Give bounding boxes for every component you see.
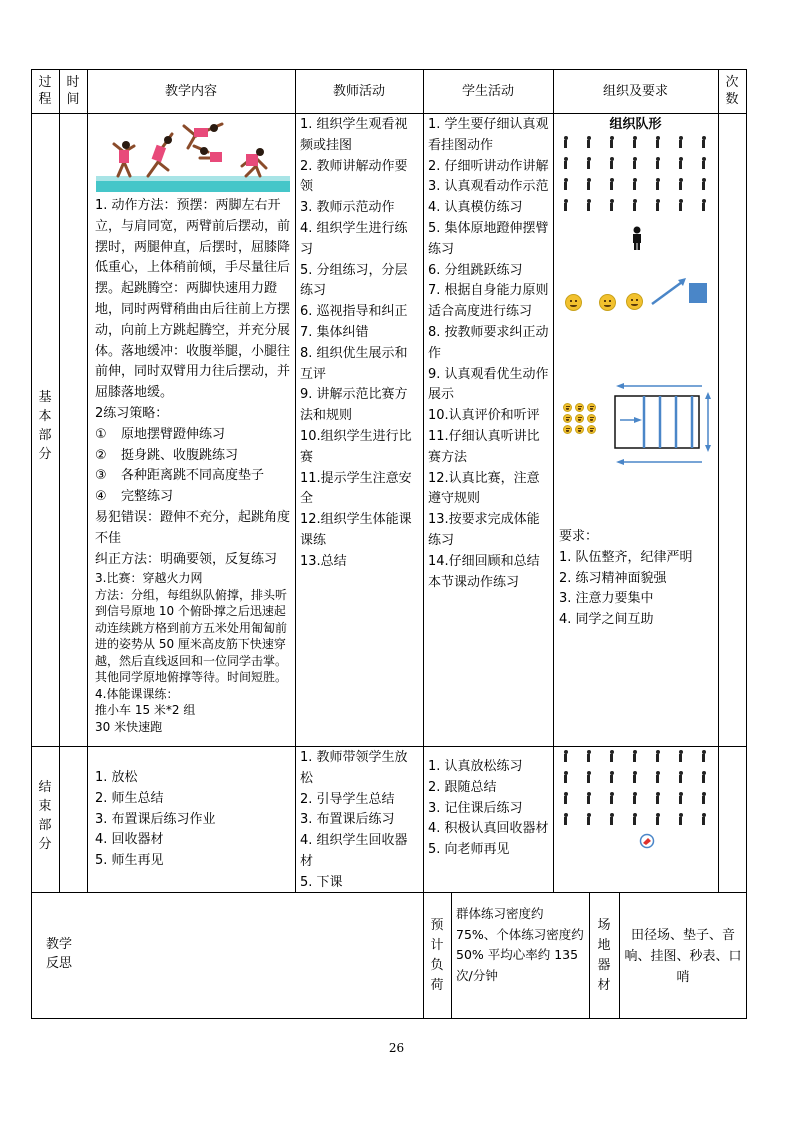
list-item: 3. 布置课后练习 [300,812,395,828]
row-line [31,1018,747,1019]
student-icon [632,813,637,826]
row-line [31,113,747,114]
student-icon [701,157,706,170]
strategy-list [95,425,291,508]
smiley-student-icon [587,425,596,434]
student-icon [586,199,591,212]
correction-method: 纠正方法：明确要领，反复练习 [95,551,278,567]
table-border-left [31,69,32,1019]
fitness-title: 4.体能课课练： [95,686,179,701]
header-student: 学生活动 [461,84,514,99]
student-icon [655,157,660,170]
header-process: 过 程 [38,75,52,107]
list-item: 6. 分组跳跃练习 [428,262,523,278]
smiley-student-icon [575,414,584,423]
student-icon [701,199,706,212]
list-item: 5. 向老师再见 [428,842,510,858]
student-icon [632,157,637,170]
student-icon [609,178,614,191]
smiley-student-icon [575,425,584,434]
student-icon [609,792,614,805]
student-icon [609,750,614,763]
col-line [718,69,719,892]
student-icon [678,157,683,170]
student-icon [632,178,637,191]
student-icon [632,199,637,212]
phase-basic: 基 本 部 分 [38,390,52,462]
page-number: 26 [388,1041,405,1055]
list-item: 4. 组织学生进行练习 [300,220,408,257]
reflection-label: 教学 反思 [45,937,72,971]
list-item: 2. 师生总结 [95,790,164,806]
student-icon [609,771,614,784]
col-line [619,892,620,1019]
smiley-student-icon [563,403,572,412]
student-icon [632,750,637,763]
list-item: 3. 记住课后练习 [428,800,523,816]
ending-content [95,768,291,872]
col-line [451,892,452,1019]
header-teacher: 教师活动 [332,84,385,99]
student-icon [586,750,591,763]
list-item: 9. 认真观看优生动作展示 [428,366,549,403]
list-item: 2. 教师讲解动作要领 [300,158,408,195]
student-icon [563,792,568,805]
list-item: 13.总结 [300,553,347,569]
header-content: 教学内容 [164,84,217,99]
smiley-student-icon [587,414,596,423]
list-item: 2. 引导学生总结 [300,791,395,807]
list-item: 3. 教师示范动作 [300,200,395,216]
fitness-item: 30 米快速跑 [95,719,163,734]
list-item: 13.按要求完成体能练习 [428,512,540,548]
list-item: 6. 巡视指导和纠正 [300,304,408,320]
list-item: 7. 根据自身能力原则适合高度进行练习 [428,283,549,320]
load-label: 预 计 负 荷 [430,918,444,993]
teacher-whistle-icon [639,833,655,849]
equipment-text: 田径场、垫子、音响、挂图、秒表、口哨 [624,928,742,985]
phase-ending: 结 束 部 分 [38,780,52,852]
list-item: 1. 组织学生观看视频或挂图 [300,117,408,153]
student-icon [586,157,591,170]
list-item: 14.仔细回顾和总结本节课动作练习 [428,553,540,590]
student-icon [563,136,568,149]
long-jump-illustration [96,118,290,192]
student-icon [678,199,683,212]
ending-formation-grid [563,750,713,830]
student-icon [586,771,591,784]
list-item: ① 原地摆臂蹬伸练习 [95,426,226,442]
student-icon [678,813,683,826]
student-icon [655,136,660,149]
student-icon [609,157,614,170]
action-method: 1. 动作方法：预摆：两脚左右开立，与肩同宽，两臂前后摆动，前摆时，两腿伸直，后摆时，屈膝降低重心，上体稍前倾，手尽量往后摆。起跳腾空：两脚快速用力蹬地，同时两臂稍曲由后往前上方摆动，向前上方跳起腾空，并充分展体。落地缓冲：收腹举腿，小腿往前伸，同时双臂用力往后摆动，并屈膝落地缓。 [95,198,291,401]
student-icon [655,199,660,212]
smiley-student-icon [626,293,643,310]
student-icon [609,136,614,149]
ending-student-activities [428,757,549,861]
list-item: 1. 学生要仔细认真观看挂图动作 [428,117,549,153]
student-icon [586,178,591,191]
row-line [31,69,747,70]
list-item: 11.仔细认真听讲比赛方法 [428,428,540,465]
basic-content [95,196,291,735]
list-item: 1. 队伍整齐，纪律严明 [559,549,693,565]
ending-teacher-activities [300,748,418,894]
student-icon [563,771,568,784]
equipment-label: 场 地 器 材 [597,918,611,993]
student-icon [678,771,683,784]
mat-target-icon [689,283,707,303]
student-formation-grid [563,136,713,216]
student-icon [586,813,591,826]
student-icon [563,813,568,826]
student-icon [678,750,683,763]
list-item: 4. 组织学生回收器材 [300,833,408,869]
smiley-student-icon [575,403,584,412]
student-icon [655,750,660,763]
requirements-title: 要求： [559,529,599,544]
game-title: 3.比赛：穿越火力网 [95,571,203,586]
list-item: 4. 认真模仿练习 [428,200,523,216]
col-line [553,69,554,892]
list-item: 5. 师生再见 [95,853,164,869]
strategy-title: 2练习策略： [95,405,169,421]
row-line [31,746,747,747]
list-item: 1. 教师带领学生放松 [300,750,408,786]
student-icon [609,199,614,212]
list-item: 9. 讲解示范比赛方法和规则 [300,387,408,424]
student-icon [701,750,706,763]
student-icon [678,136,683,149]
student-icon [655,178,660,191]
list-item: ③ 各种距离跳不同高度垫子 [95,468,265,484]
student-icon [655,813,660,826]
student-icon [701,178,706,191]
list-item: 4. 积极认真回收器材 [428,821,549,837]
list-item: 8. 按教师要求纠正动作 [428,324,549,361]
student-icon [586,792,591,805]
formation-title: 组织队形 [609,117,662,132]
student-icon [632,136,637,149]
list-item: 2. 跟随总结 [428,779,497,795]
col-line [59,69,60,892]
list-item: 1. 放松 [95,770,138,785]
list-item: 3. 认真观看动作示范 [428,179,549,195]
list-item: 8. 组织优生展示和互评 [300,345,408,382]
student-icon [632,792,637,805]
list-item: 5. 分组练习，分层练习 [300,262,408,299]
student-icon [655,771,660,784]
header-time: 时 间 [66,75,80,107]
table-border-right [746,69,747,1019]
smiley-student-icon [563,425,572,434]
list-item: ② 挺身跳、收腹跳练习 [95,447,239,463]
col-line [295,69,296,892]
list-item: 2. 仔细听讲动作讲解 [428,158,549,174]
list-item: 2. 练习精神面貌强 [559,570,667,586]
list-item: 5. 集体原地蹬伸摆臂练习 [428,220,549,257]
student-icon [678,792,683,805]
col-line [87,69,88,892]
student-icon [632,771,637,784]
student-icon [701,136,706,149]
smiley-student-icon [565,294,582,311]
game-court-diagram [612,382,714,466]
list-item: 4. 回收器材 [95,832,164,848]
small-smiley-group [563,403,605,435]
student-icon [701,792,706,805]
list-item: 4. 同学之间互助 [559,612,654,628]
header-org: 组织及要求 [602,84,668,99]
list-item: 12.组织学生体能课课练 [300,512,412,548]
list-item: 7. 集体纠错 [300,324,369,340]
list-item: 10.组织学生进行比赛 [300,428,412,465]
list-item: 5. 下课 [300,874,343,890]
common-errors: 易犯错误：蹬伸不充分，起跳角度不佳 [95,509,291,546]
student-icon [563,157,568,170]
teacher-icon [631,226,643,250]
basic-teacher-activities [300,115,418,573]
smiley-student-icon [563,414,572,423]
load-text: 群体练习密度约 75%、个体练习密度约 50% 平均心率约 135 次/分钟 [456,906,584,983]
direction-arrow-icon [650,276,688,306]
list-item: ④ 完整练习 [95,489,174,505]
student-icon [563,178,568,191]
student-icon [655,792,660,805]
student-icon [563,750,568,763]
student-icon [701,771,706,784]
game-description: 方法：分组，每组纵队俯撑，排头听到信号原地 10 个俯卧撑之后迅速起动连续跳方格到前方五米处用匍匐前进的姿势从 50 厘米高皮筋下快速穿越，然后直线返回和一位同学击掌。其他同学原地俯撑等待。时间短胜。 [95,587,288,685]
list-item: 1. 认真放松练习 [428,759,523,774]
fitness-item: 推小车 15 米*2 组 [95,703,196,718]
student-icon [701,813,706,826]
list-item: 3. 布置课后练习作业 [95,811,216,827]
header-count: 次 数 [725,75,739,107]
requirements [559,527,717,631]
student-icon [563,199,568,212]
list-item: 3. 注意力要集中 [559,591,654,607]
basic-student-activities [428,115,549,593]
list-item: 11.提示学生注意安全 [300,470,412,507]
student-icon [586,136,591,149]
col-line [423,69,424,1019]
student-icon [678,178,683,191]
list-item: 10.认真评价和听评 [428,408,540,424]
student-icon [609,813,614,826]
smiley-student-icon [587,403,596,412]
list-item: 12.认真比赛，注意遵守规则 [428,470,540,507]
smiley-student-icon [599,294,616,311]
